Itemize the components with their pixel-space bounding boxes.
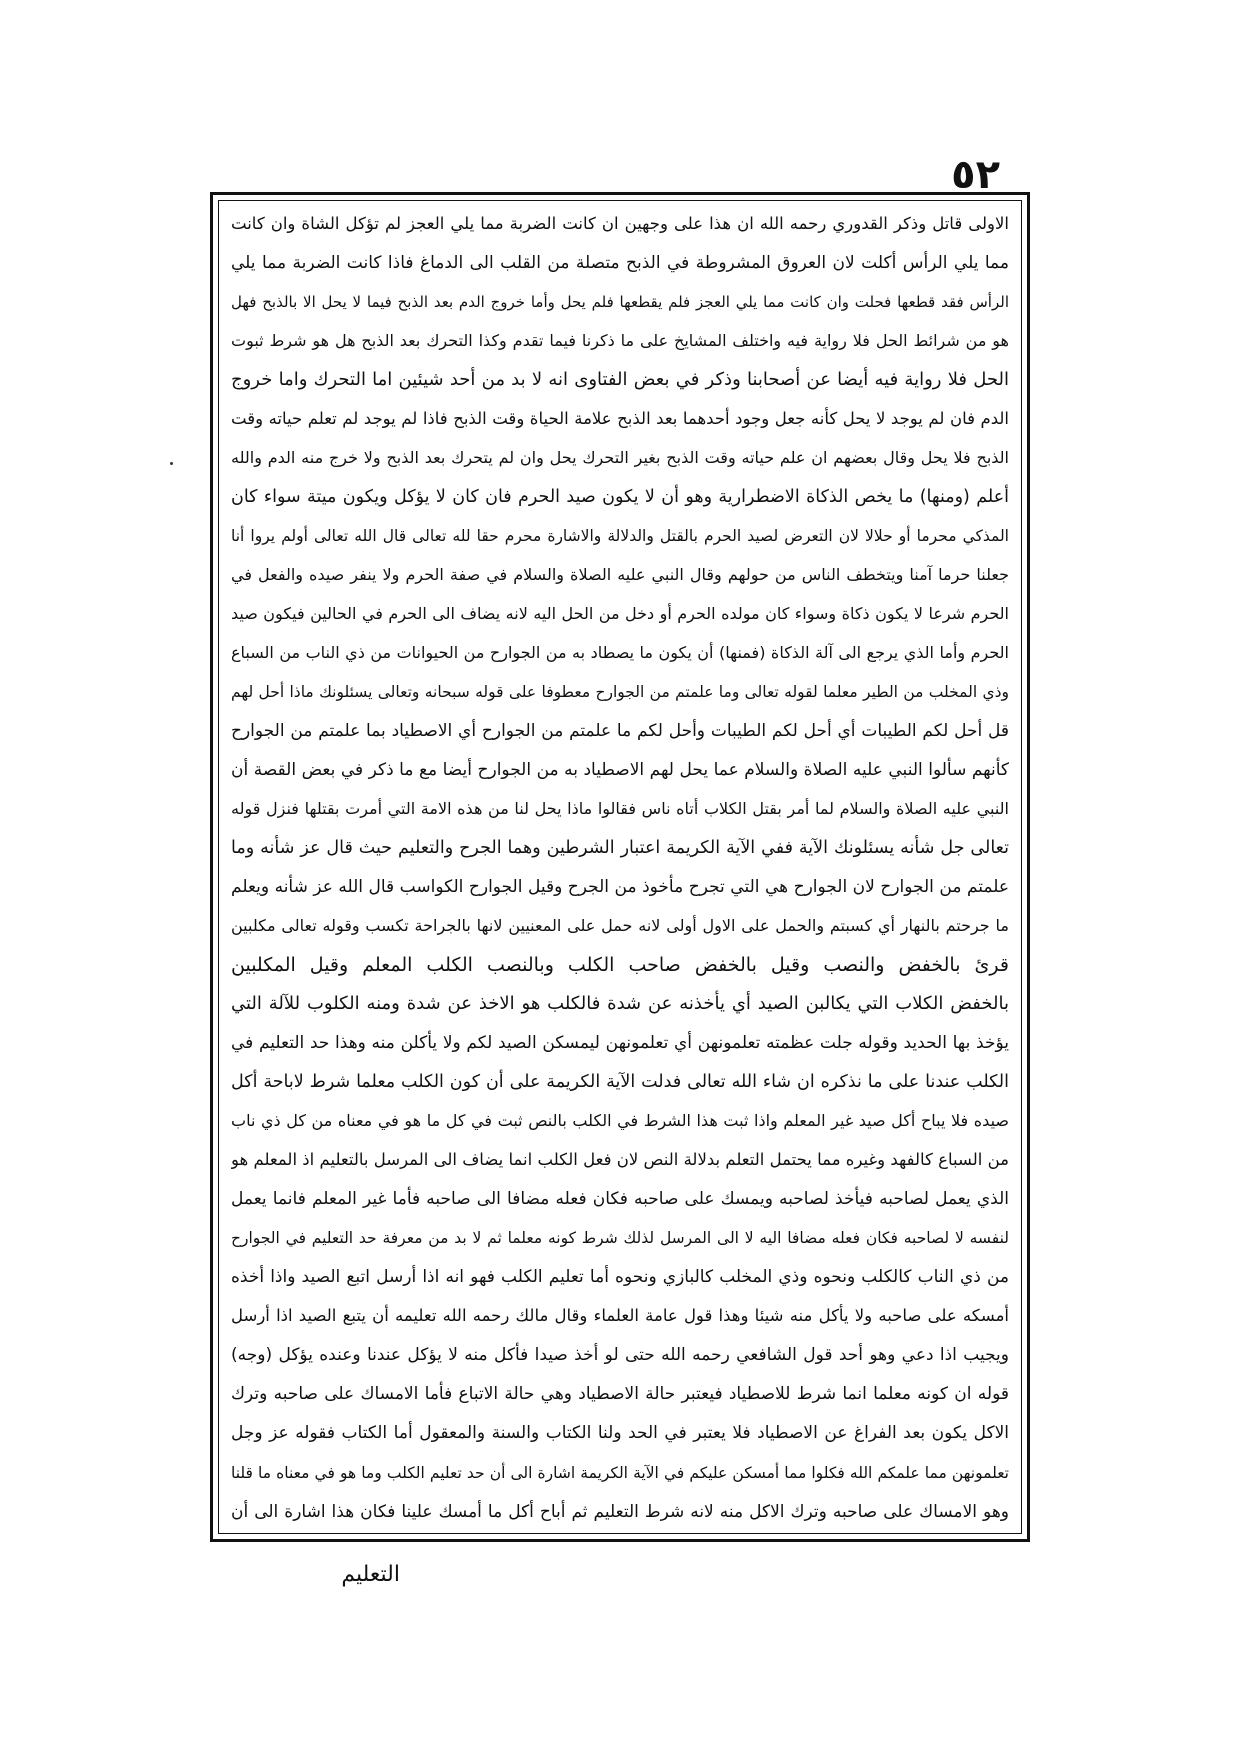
text-line: المذكي محرما أو حلالا لان التعرض لصيد الحرم بالقتل والدلالة والاشارة محرم حقا لله تعالى قال الله تعالى أولم يروا أنا: [231, 527, 1009, 546]
text-line: قل أحل لكم الطيبات أي أحل لكم الطيبات وأحل لكم ما علمتم من الجوارح أي الاصطياد بما علمتم من الجوارح: [231, 721, 1009, 742]
text-line: الحل فلا رواية فيه أيضا عن أصحابنا وذكر في بعض الفتاوى انه لا بد من أحد شيئين اما التحرك واما خروج: [231, 369, 1009, 391]
text-line: من السباع كالفهد وغيره مما يحتمل التعلم بدلالة النص لان فعل الكلب انما يضاف الى المرسل بالتعليم اذ المعلم هو: [231, 1150, 1009, 1170]
margin-dot: [170, 462, 173, 465]
text-line: الكلب عندنا على ما نذكره ان شاء الله تعالى فدلت الآية الكريمة على أن كون الكلب معلما شرط لاباحة أكل: [231, 1072, 1009, 1093]
text-line: الرأس فقد قطعها فحلت وان كانت مما يلي العجز فلم يقطعها فلم يحل وأما خروج الدم بعد الذبح فيما لا يحل الا بالذبح فهل: [231, 293, 1009, 312]
text-line: ما جرحتم بالنهار أي كسبتم والحمل على الاول أولى لانه حمل على المعنيين لانها بالجراحة تكسب وقوله تعالى مكلبين: [231, 916, 1009, 936]
text-line: الذبح فلا يحل وقال بعضهم ان علم حياته وقت الذبح بغير التحرك يحل وان لم يتحرك بعد الذبح ولا خرج منه الدم والله: [231, 448, 1009, 468]
page-frame-inner: [218, 200, 1022, 1534]
text-line: الدم فان لم يوجد لا يحل كأنه جعل وجود أحدهما بعد الذبح علامة الحياة وقت الذبح فاذا لم يوجد لم تعلم حياته وقت: [231, 409, 1009, 429]
text-line: قوله ان كونه معلما انما شرط للاصطياد فيعتبر حالة الاصطياد وهي حالة الاتباع فأما الامساك على صاحبه وترك: [231, 1384, 1009, 1405]
text-line: علمتم من الجوارح لان الجوارح هي التي تجرح مأخوذ من الجرح وقيل الجوارح الكواسب قال الله عز شأنه ويعلم: [231, 877, 1009, 898]
catchword: التعليم: [341, 1562, 400, 1587]
text-line: كأنهم سألوا النبي عليه الصلاة والسلام عما يحل لهم الاصطياد به من الجوارح أيضا مع ما ذكر في بعض القصة أن: [231, 760, 1009, 781]
text-line: مما يلي الرأس أكلت لان العروق المشروطة في الذبح متصلة من القلب الى الدماغ فاذا كانت الضربة مما يلي: [231, 253, 1009, 274]
text-line: النبي عليه الصلاة والسلام لما أمر بقتل الكلاب أتاه ناس فقالوا ماذا يحل لنا من هذه الامة التي أمرت بقتلها فنزل قوله: [231, 799, 1009, 819]
text-line: هو من شرائط الحل فلا رواية فيه واختلف المشايخ على ما ذكرنا فيما تقدم وكذا التحرك بعد الذبح هل هو شرط ثبوت: [231, 331, 1009, 351]
text-line: ويجيب اذا دعي وهو أحد قول الشافعي رحمه الله حتى لو أخذ صيدا فأكل منه لا يؤكل عندنا وعنده يؤكل (وجه): [231, 1345, 1009, 1366]
text-line: لنفسه لا لصاحبه فكان فعله مضافا اليه لا الى المرسل لذلك شرط كونه معلما ثم لا بد من معرفة حد التعليم في الجوارح: [231, 1229, 1009, 1248]
text-line: وذي المخلب من الطير معلما لقوله تعالى وما علمتم من الجوارح معطوفا على قوله سبحانه وتعالى يسئلونك ماذا أحل لهم: [231, 683, 1009, 702]
body-text: [231, 207, 1009, 1529]
text-line: صيده فلا يباح أكل صيد غير المعلم واذا ثبت هذا الشرط في الكلب بالنص ثبت في كل ما هو في معناه من كل ذي ناب: [231, 1111, 1009, 1131]
text-line: جعلنا حرما آمنا ويتخطف الناس من حولهم وقال النبي عليه الصلاة والسلام في صفة الحرم ولا ينفر صيده والفعل في: [231, 565, 1009, 585]
page-frame: [210, 192, 1030, 1542]
text-line: قرئ بالخفض والنصب وقيل بالخفض صاحب الكلب وبالنصب الكلب المعلم وقيل المكلبين: [231, 954, 1009, 977]
text-line: تعالى جل شأنه يسئلونك الآية ففي الآية الكريمة اعتبار الشرطين وهما الجرح والتعليم حيث قال عز شأنه وما: [231, 838, 1009, 859]
text-line: يؤخذ بها الحديد وقوله جلت عظمته تعلمونهن أي تعلمونهن ليمسكن الصيد لكم ولا يأكلن منه وهذا حد التعليم في: [231, 1033, 1009, 1054]
text-line: تعلمونهن مما علمكم الله فكلوا مما أمسكن عليكم في الآية الكريمة اشارة الى أن حد تعليم الكلب وما هو في معناه ما قلنا: [231, 1463, 1009, 1482]
text-line: الحرم شرعا لا يكون ذكاة وسواء كان مولده الحرم أو دخل من الحل اليه لانه يضاف الى الحرم في الحالين فيكون صيد: [231, 604, 1009, 624]
text-line: الاكل يكون بعد الفراغ عن الاصطياد فلا يعتبر في الحد ولنا الكتاب والسنة والمعقول أما الكتاب فقوله عز وجل: [231, 1423, 1009, 1444]
page-number: ٥٢: [951, 152, 1000, 198]
text-line: الاولى قاتل وذكر القدوري رحمه الله ان هذا على وجهين ان كانت الضربة مما يلي العجز لم تؤكل الشاة وان كانت: [231, 214, 1009, 233]
text-line: الحرم وأما الذي يرجع الى آلة الذكاة (فمنها) أن يكون ما يصطاد به من الجوارح من الحيوانات من ذي الناب من السباع: [231, 643, 1009, 663]
text-line: الذي يعمل لصاحبه فيأخذ لصاحبه ويمسك على صاحبه فكان فعله مضافا الى صاحبه فأما غير المعلم فانما يعمل: [231, 1189, 1009, 1210]
text-line: بالخفض الكلاب التي يكالبن الصيد أي يأخذنه عن شدة فالكلب هو الاخذ عن شدة ومنه الكلوب للآلة التي: [231, 993, 1009, 1015]
text-line: أمسكه على صاحبه ولا يأكل منه شيئا وهذا قول عامة العلماء وقال مالك رحمه الله تعليمه أن يتبع الصيد اذا أرسل: [231, 1306, 1009, 1326]
text-line: من ذي الناب كالكلب ونحوه وذي المخلب كالبازي ونحوه أما تعليم الكلب فهو انه اذا أرسل اتبع الصيد واذا أخذه: [231, 1267, 1009, 1288]
text-line: وهو الامساك على صاحبه وترك الاكل منه لانه شرط التعليم ثم أباح أكل ما أمسك علينا فكان هذا اشارة الى أن: [231, 1501, 1009, 1522]
text-line: أعلم (ومنها) ما يخص الذكاة الاضطرارية وهو أن لا يكون صيد الحرم فان كان لا يؤكل ويكون ميتة سواء كان: [231, 487, 1009, 508]
